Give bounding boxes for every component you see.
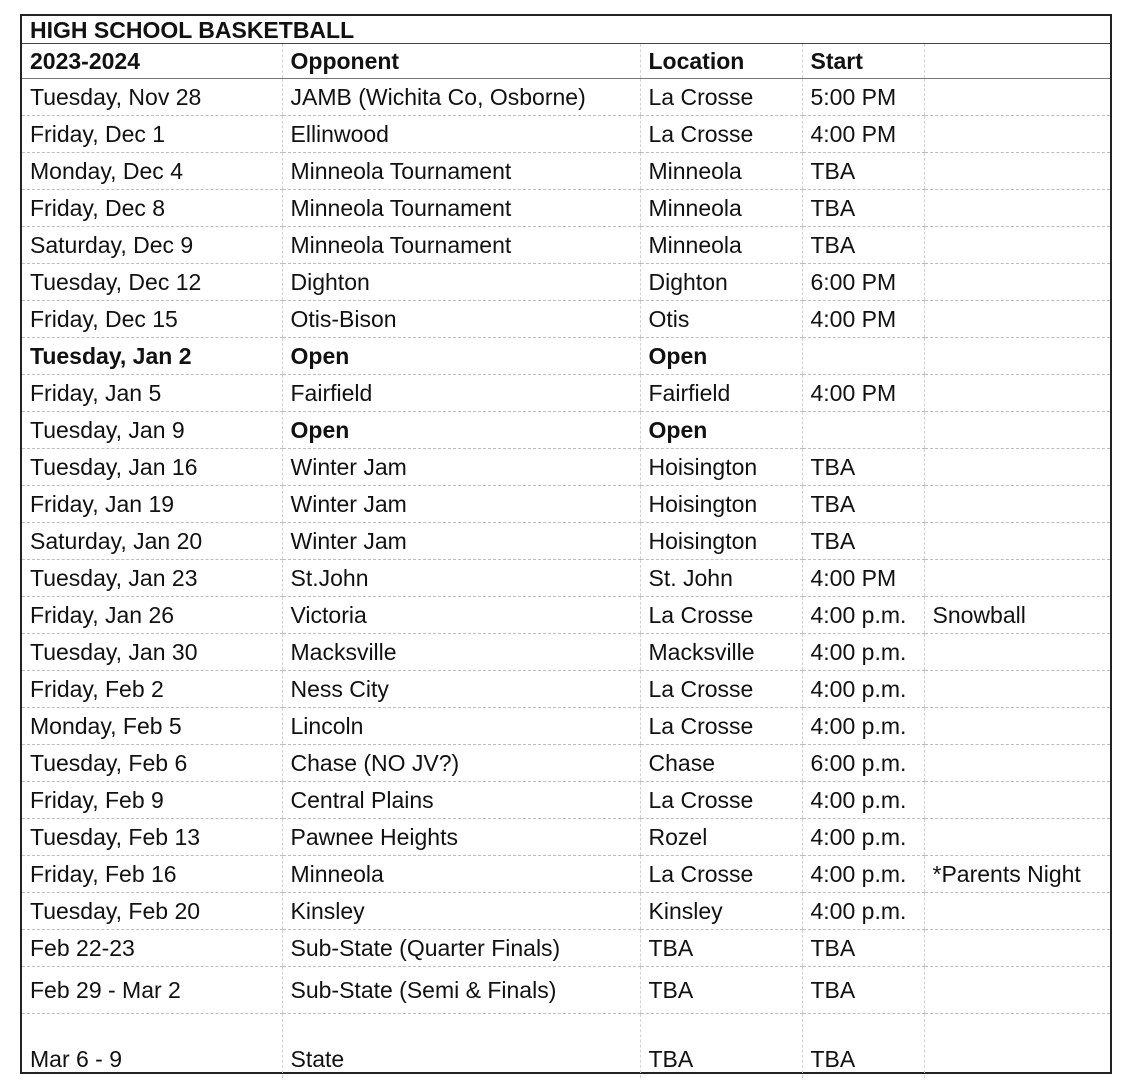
game-date: Tuesday, Feb 6 — [22, 745, 282, 782]
game-note — [924, 819, 1110, 856]
game-opponent: Open — [282, 338, 640, 375]
table-row — [22, 153, 1110, 190]
game-note — [924, 301, 1110, 338]
table-row — [22, 227, 1110, 264]
game-opponent: Macksville — [282, 634, 640, 671]
table-row — [22, 782, 1110, 819]
header-row — [22, 44, 1110, 79]
game-location: Fairfield — [640, 375, 802, 412]
game-location: Kinsley — [640, 893, 802, 930]
game-start: 4:00 p.m. — [802, 856, 924, 893]
game-date: Mar 6 - 9 — [30, 1046, 123, 1072]
game-date: Feb 29 - Mar 2 — [22, 967, 282, 1014]
game-opponent: Minneola Tournament — [282, 227, 640, 264]
table-row — [22, 301, 1110, 338]
game-date: Tuesday, Jan 16 — [22, 449, 282, 486]
game-location: Chase — [640, 745, 802, 782]
game-note — [924, 708, 1110, 745]
game-start: TBA — [802, 227, 924, 264]
title-row — [22, 16, 1110, 44]
table-row — [22, 79, 1110, 116]
game-location: Hoisington — [640, 486, 802, 523]
game-date: Friday, Jan 26 — [22, 597, 282, 634]
game-date: Tuesday, Dec 12 — [22, 264, 282, 301]
game-note — [924, 893, 1110, 930]
game-location: Open — [640, 338, 802, 375]
game-date: Monday, Dec 4 — [22, 153, 282, 190]
game-note — [924, 930, 1110, 967]
season-header: 2023-2024 — [22, 44, 282, 79]
table-row — [22, 893, 1110, 930]
game-start: 4:00 PM — [802, 116, 924, 153]
game-location: La Crosse — [640, 782, 802, 819]
table-row — [22, 634, 1110, 671]
game-start: 4:00 p.m. — [802, 782, 924, 819]
game-date: Friday, Dec 1 — [22, 116, 282, 153]
table-row — [22, 116, 1110, 153]
location-header: Location — [640, 44, 802, 79]
table-row — [22, 560, 1110, 597]
game-location: La Crosse — [640, 671, 802, 708]
game-note — [924, 523, 1110, 560]
sheet-title: HIGH SCHOOL BASKETBALL — [22, 16, 1110, 44]
game-opponent: Ellinwood — [282, 116, 640, 153]
game-start: 4:00 p.m. — [802, 893, 924, 930]
table-row — [22, 745, 1110, 782]
game-start: TBA — [802, 967, 924, 1014]
game-opponent: Victoria — [282, 597, 640, 634]
game-date: Friday, Jan 19 — [22, 486, 282, 523]
game-note — [924, 264, 1110, 301]
game-note: Snowball — [924, 597, 1110, 634]
table-row-open — [22, 338, 1110, 375]
game-opponent: Open — [282, 412, 640, 449]
game-note — [924, 79, 1110, 116]
game-start: 5:00 PM — [802, 79, 924, 116]
game-opponent: Chase (NO JV?) — [282, 745, 640, 782]
game-opponent: Kinsley — [282, 893, 640, 930]
game-start: TBA — [802, 190, 924, 227]
game-note — [924, 116, 1110, 153]
game-opponent: Pawnee Heights — [282, 819, 640, 856]
game-start: 4:00 p.m. — [802, 671, 924, 708]
game-note: *Parents Night — [924, 856, 1110, 893]
game-note — [924, 634, 1110, 671]
game-opponent: Minneola Tournament — [282, 190, 640, 227]
table-row — [22, 819, 1110, 856]
table-row — [22, 671, 1110, 708]
game-opponent: Ness City — [282, 671, 640, 708]
game-opponent: Sub-State (Semi & Finals) — [282, 967, 640, 1014]
game-start: TBA — [802, 930, 924, 967]
start-header: Start — [802, 44, 924, 79]
game-note — [924, 967, 1110, 1014]
game-start: TBA — [802, 486, 924, 523]
game-opponent: Minneola Tournament — [282, 153, 640, 190]
game-location: Otis — [640, 301, 802, 338]
game-start: 4:00 p.m. — [802, 597, 924, 634]
game-location: TBA — [640, 967, 802, 1014]
game-date: Saturday, Dec 9 — [22, 227, 282, 264]
game-start: 4:00 PM — [802, 560, 924, 597]
game-note — [924, 782, 1110, 819]
game-opponent: Winter Jam — [282, 523, 640, 560]
game-start: 4:00 p.m. — [802, 819, 924, 856]
game-opponent: State — [282, 1014, 640, 1079]
game-location: St. John — [640, 560, 802, 597]
game-opponent: Minneola — [282, 856, 640, 893]
game-date: Tuesday, Jan 9 — [22, 412, 282, 449]
game-opponent: Lincoln — [282, 708, 640, 745]
table-row — [22, 375, 1110, 412]
game-note — [924, 190, 1110, 227]
game-date: Tuesday, Feb 20 — [22, 893, 282, 930]
game-date: Friday, Feb 16 — [22, 856, 282, 893]
game-opponent: Winter Jam — [282, 449, 640, 486]
note-header — [924, 44, 1110, 79]
table-row — [22, 523, 1110, 560]
game-start — [802, 338, 924, 375]
game-opponent: JAMB (Wichita Co, Osborne) — [282, 79, 640, 116]
game-note — [924, 338, 1110, 375]
game-note — [924, 412, 1110, 449]
game-start: 4:00 PM — [802, 375, 924, 412]
game-location: La Crosse — [640, 708, 802, 745]
game-note — [924, 745, 1110, 782]
schedule-sheet — [20, 14, 1112, 1074]
table-row — [22, 597, 1110, 634]
table-row-open — [22, 412, 1110, 449]
game-start: 4:00 PM — [802, 301, 924, 338]
game-opponent: Winter Jam — [282, 486, 640, 523]
game-start: TBA — [802, 523, 924, 560]
game-date: Friday, Dec 8 — [22, 190, 282, 227]
game-start: TBA — [802, 449, 924, 486]
game-location: Hoisington — [640, 449, 802, 486]
game-note — [924, 1014, 1110, 1079]
game-date: Tuesday, Feb 13 — [22, 819, 282, 856]
game-start: 4:00 p.m. — [802, 708, 924, 745]
table-row — [22, 930, 1110, 967]
game-location: Rozel — [640, 819, 802, 856]
game-date: Friday, Feb 9 — [22, 782, 282, 819]
table-row — [22, 264, 1110, 301]
game-note — [924, 486, 1110, 523]
table-row — [22, 856, 1110, 893]
game-location: Minneola — [640, 227, 802, 264]
game-date: Tuesday, Jan 30 — [22, 634, 282, 671]
game-date: Saturday, Jan 20 — [22, 523, 282, 560]
opponent-header: Opponent — [282, 44, 640, 79]
game-location: La Crosse — [640, 856, 802, 893]
game-location: Minneola — [640, 153, 802, 190]
game-location: La Crosse — [640, 79, 802, 116]
game-opponent: Dighton — [282, 264, 640, 301]
game-note — [924, 449, 1110, 486]
game-note — [924, 153, 1110, 190]
table-row — [22, 190, 1110, 227]
game-start: 6:00 PM — [802, 264, 924, 301]
game-location: TBA — [640, 1014, 802, 1079]
game-opponent: St.John — [282, 560, 640, 597]
game-date: Friday, Dec 15 — [22, 301, 282, 338]
schedule-table — [22, 16, 1110, 1078]
game-location: TBA — [640, 930, 802, 967]
game-location: La Crosse — [640, 116, 802, 153]
game-date: Tuesday, Nov 28 — [22, 79, 282, 116]
game-location: Open — [640, 412, 802, 449]
game-opponent: Otis-Bison — [282, 301, 640, 338]
game-location: Minneola — [640, 190, 802, 227]
game-date: Tuesday, Jan 23 — [22, 560, 282, 597]
game-location: Macksville — [640, 634, 802, 671]
table-row — [22, 1014, 1110, 1079]
game-note — [924, 671, 1110, 708]
game-location: Hoisington — [640, 523, 802, 560]
game-start: TBA — [802, 153, 924, 190]
game-start: 4:00 p.m. — [802, 634, 924, 671]
table-row — [22, 449, 1110, 486]
game-start — [802, 412, 924, 449]
game-date: Monday, Feb 5 — [22, 708, 282, 745]
game-opponent: Sub-State (Quarter Finals) — [282, 930, 640, 967]
game-date: Friday, Feb 2 — [22, 671, 282, 708]
game-location: La Crosse — [640, 597, 802, 634]
game-date: Feb 22-23 — [22, 930, 282, 967]
table-row — [22, 486, 1110, 523]
game-date: Tuesday, Jan 2 — [22, 338, 282, 375]
game-location: Dighton — [640, 264, 802, 301]
game-opponent: Fairfield — [282, 375, 640, 412]
game-note — [924, 375, 1110, 412]
game-note — [924, 560, 1110, 597]
game-start: 6:00 p.m. — [802, 745, 924, 782]
game-date: Friday, Jan 5 — [22, 375, 282, 412]
game-opponent: Central Plains — [282, 782, 640, 819]
table-row — [22, 967, 1110, 1014]
game-start: TBA — [802, 1014, 924, 1079]
game-note — [924, 227, 1110, 264]
table-row — [22, 708, 1110, 745]
